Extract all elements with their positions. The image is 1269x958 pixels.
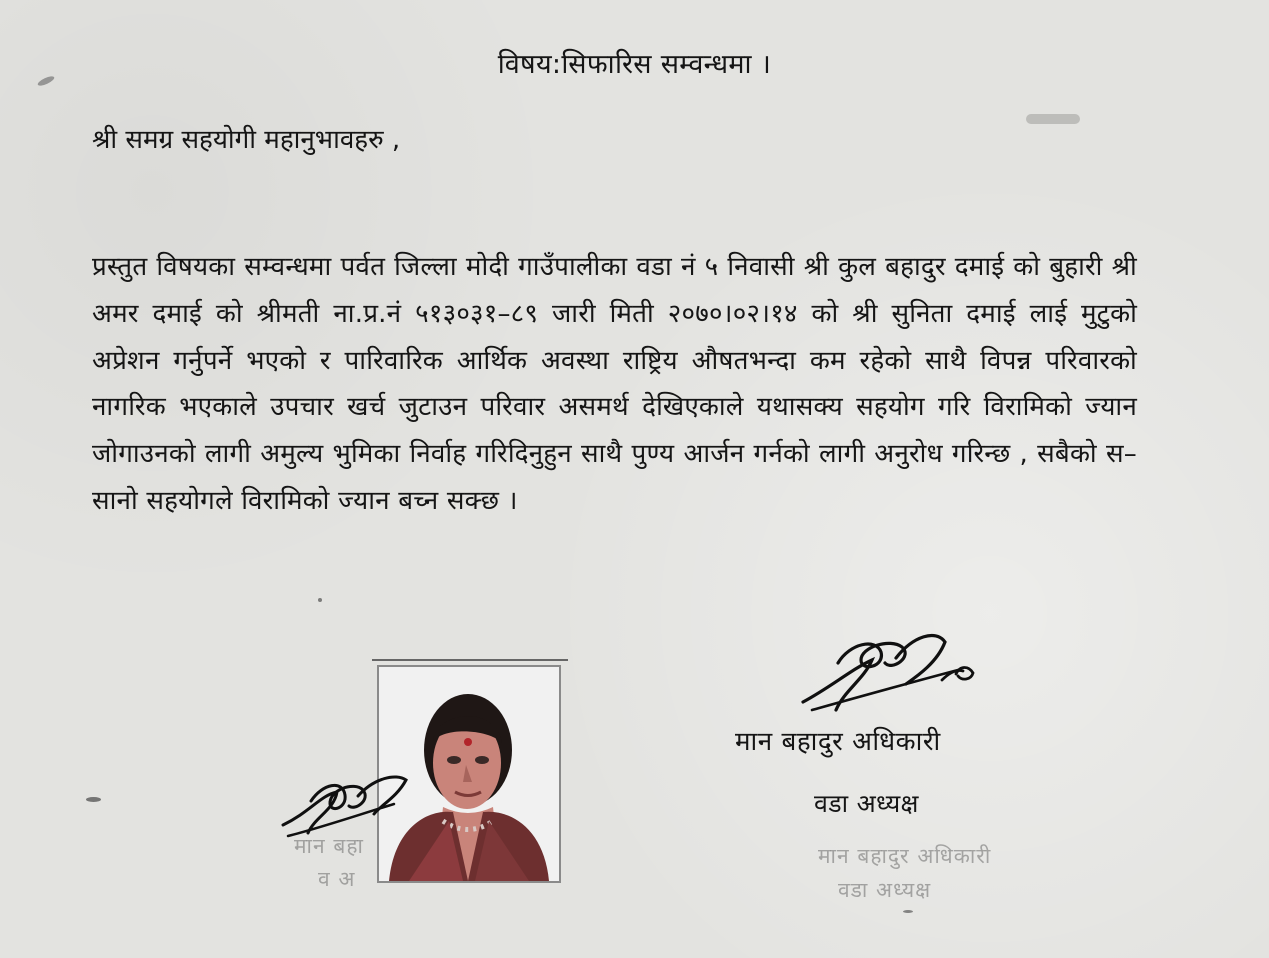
faded-stamp-left-name: मान बहा: [294, 834, 364, 858]
scan-speck: [318, 598, 322, 602]
signatory-title: वडा अध्यक्ष: [814, 789, 919, 818]
faded-stamp-right-name: मान बहादुर अधिकारी: [818, 844, 992, 868]
letter-body-paragraph: प्रस्तुत विषयका सम्वन्धमा पर्वत जिल्ला मोदी गाउँपालीका वडा नं ५ निवासी श्री कुल बहादुर दमाई को बुहारी श्री अमर दमाई को श्रीमती ना.प्र.नं ५१३०३१–८९ जारी मिती २०७०।०२।१४ को श्री सुनिता दमाई लाई मुटुको अप्रेशन गर्नुपर्ने भएको र पारिवारिक आर्थिक अवस्था राष्ट्रिय औषतभन्दा कम रहेको साथै विपन्न परिवारको नागरिक भएकाले उपचार खर्च जुटाउन परिवार असमर्थ देखिएकाले यथासक्य सहयोग गरि विरामिको ज्यान जोगाउनको लागी अमुल्य भुमिका निर्वाह गरिदिनुहुन साथै पुण्य आर्जन गर्नको लागी अनुरोध गरिन्छ , सबैको स–सानो सहयोगले विरामिको ज्यान बच्न सक्छ ।: [92, 252, 1137, 516]
scan-speck: [1026, 114, 1080, 124]
faded-stamp-right-title: वडा अध्यक्ष: [838, 878, 932, 902]
ward-chair-signature: [792, 618, 982, 718]
letter-subject: विषय:सिफारिस सम्वन्धमा ।: [497, 49, 772, 80]
scan-speck: [903, 910, 913, 913]
left-handwritten-signature: [276, 762, 416, 842]
photo-top-border: [372, 659, 568, 661]
faded-stamp-left-title: व अ: [318, 867, 356, 891]
letter-salutation: श्री समग्र सहयोगी महानुभावहरु ,: [92, 125, 401, 155]
scan-speck: [86, 797, 101, 802]
signatory-name: मान बहादुर अधिकारी: [735, 727, 941, 757]
